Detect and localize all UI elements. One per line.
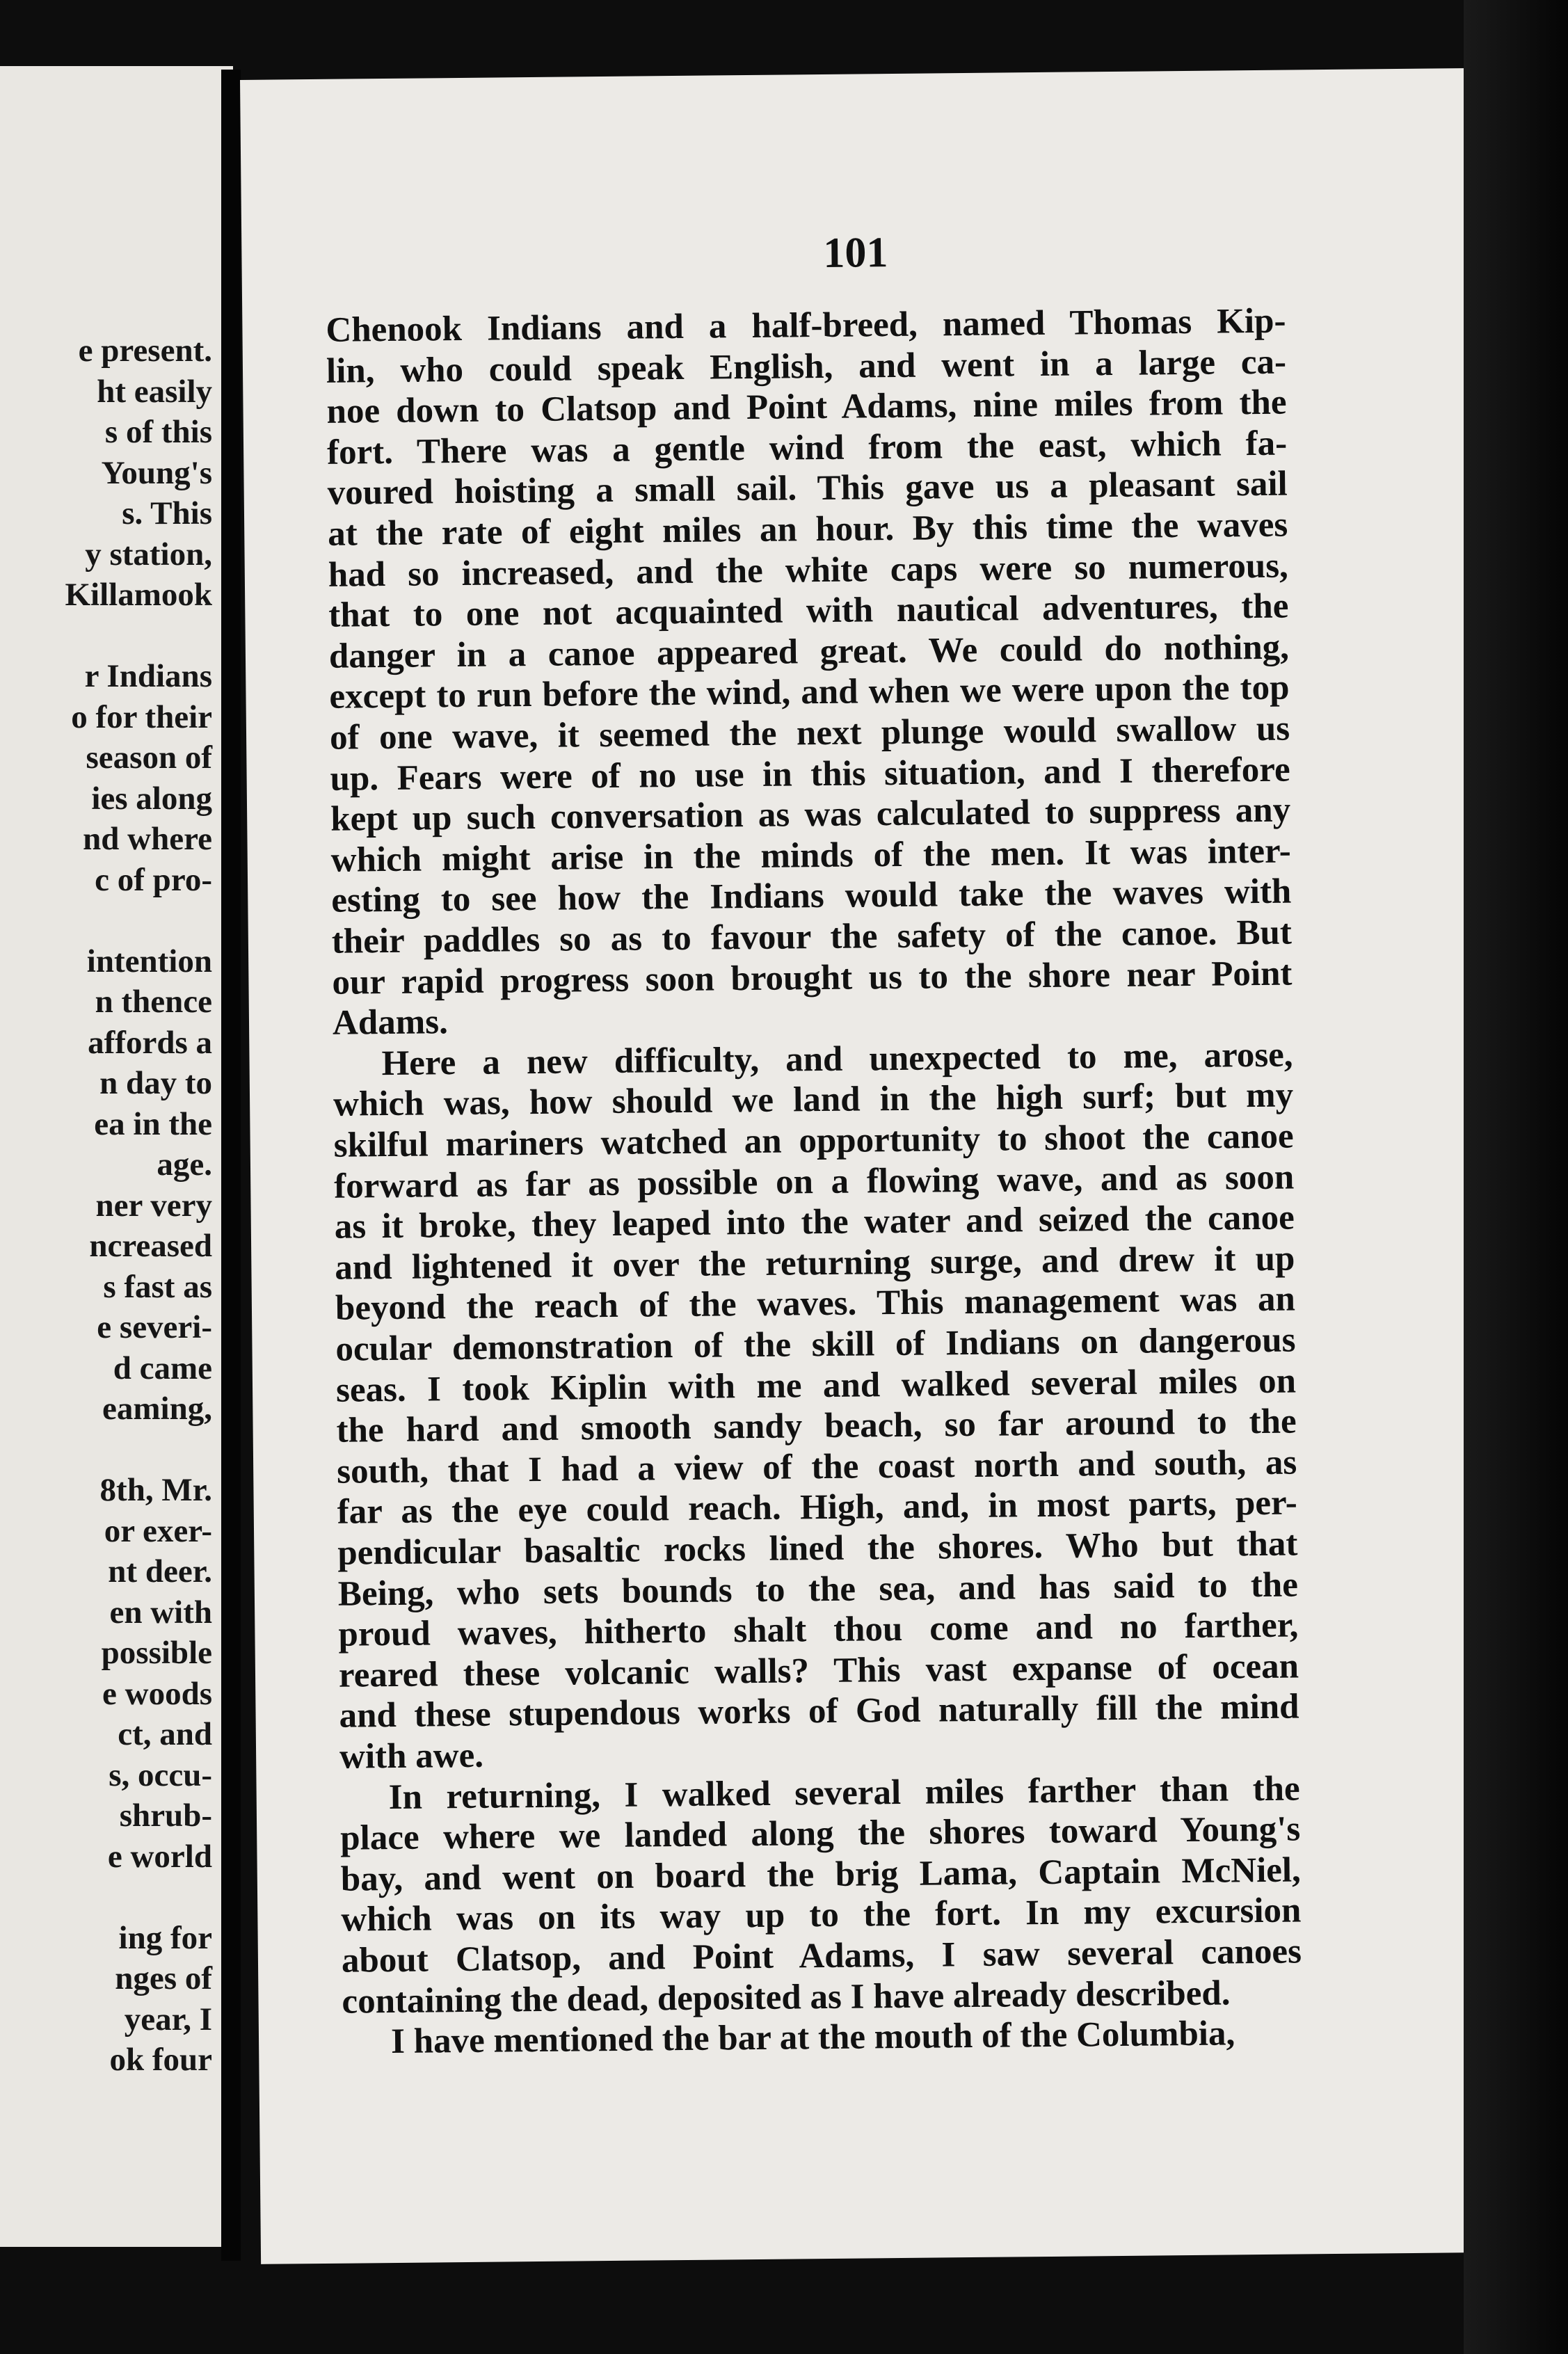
text-line: which was, how should we land in the high surf; but my (333, 1075, 1294, 1125)
facing-page-line: c of pro- (95, 861, 212, 898)
facing-page-line: 8th, Mr. (99, 1472, 212, 1508)
book-gutter (221, 70, 241, 2261)
text-line: at the rate of eight miles an hour. By this time the waves (328, 505, 1288, 554)
text-line: which might arise in the minds of the men. It was inter- (330, 831, 1291, 880)
facing-page-line: Young's (101, 454, 212, 491)
facing-page-line: y station, (85, 536, 212, 573)
facing-page-line: ct, and (118, 1716, 212, 1752)
text-line: I have mentioned the bar at the mouth of the Columbia, (390, 2014, 1235, 2062)
facing-page-line: affords a (88, 1024, 212, 1061)
facing-page-line: season of (86, 739, 212, 776)
text-line: forward as far as possible on a flowing wave, and as soon (334, 1158, 1295, 1206)
text-line: which was on its way up to the fort. In my excursion (341, 1891, 1302, 1940)
facing-page-line: e world (107, 1838, 212, 1875)
facing-page-left (0, 66, 233, 2247)
text-line: bay, and went on board the brig Lama, Captain McNiel, (340, 1850, 1302, 1899)
text-line: the hard and smooth sandy beach, so far around to the (336, 1402, 1297, 1450)
text-line: proud waves, hitherto shalt thou come and no farther, (338, 1606, 1299, 1654)
facing-page-line: ok four (109, 2042, 212, 2078)
text-line: fort. There was a gentle wind from the east, which fa- (326, 424, 1288, 472)
text-line: danger in a canoe appeared great. We could do nothing, (328, 627, 1290, 676)
facing-page-line: s. This (122, 495, 212, 531)
text-line: ocular demonstration of the skill of Indians on dangerous (335, 1320, 1296, 1369)
text-line: noe down to Clatsop and Point Adams, nine miles from the (326, 383, 1287, 432)
facing-page-line: ies along (91, 780, 212, 817)
text-line: seas. I took Kiplin with me and walked several miles on (335, 1361, 1297, 1410)
facing-page-line: age. (157, 1146, 212, 1183)
text-line: up. Fears were of no use in this situation, and I therefore (330, 750, 1290, 799)
facing-page-line: d came (113, 1350, 212, 1386)
text-line: far as the eye could reach. High, and, in most parts, per- (337, 1483, 1297, 1532)
text-line: south, that I had a view of the coast north and south, as (336, 1443, 1297, 1491)
text-line: esting to see how the Indians would take the waves with (331, 872, 1292, 921)
text-line: lin, who could speak English, and went in a large ca- (326, 342, 1287, 391)
facing-page-line: ing for (118, 1919, 212, 1956)
facing-page-line: o for their (71, 698, 212, 735)
facing-page-line: e present. (78, 333, 212, 369)
text-line: Here a new difficulty, and unexpected to me, arose, (381, 1035, 1293, 1083)
facing-page-line: r Indians (84, 658, 212, 694)
text-line: pendicular basaltic rocks lined the shores. Who but that (337, 1524, 1298, 1573)
facing-page-line: ea in the (94, 1105, 212, 1142)
text-line: Being, who sets bounds to the sea, and has said to the (337, 1565, 1299, 1614)
text-line: except to run before the wind, and when we were upon the top (329, 668, 1290, 717)
text-line: containing the dead, deposited as I have already described. (342, 1973, 1231, 2021)
facing-page-line: shrub- (119, 1797, 212, 1834)
text-line: skilful mariners watched an opportunity to shoot the canoe (333, 1116, 1294, 1165)
text-line: kept up such conversation as was calculated to suppress any (330, 790, 1291, 839)
facing-page-line: s of this (104, 414, 212, 450)
book-page-right (240, 68, 1489, 2264)
facing-page-line: en with (109, 1594, 212, 1631)
text-line: In returning, I walked several miles farther than the (388, 1769, 1300, 1817)
text-line: place where we landed along the shores toward Young's (340, 1809, 1301, 1858)
text-line: of one wave, it seemed the next plunge would swallow us (329, 709, 1290, 758)
page-edge-shadow (1464, 0, 1568, 2354)
text-line: had so increased, and the white caps were so numerous, (328, 546, 1289, 595)
facing-page-line: s fast as (103, 1268, 212, 1305)
text-line: that to one not acquainted with nautical adventures, the (328, 586, 1289, 635)
facing-page-line: ner very (95, 1187, 212, 1224)
facing-page-line: nges of (115, 1960, 212, 1996)
facing-page-line: possible (101, 1635, 212, 1671)
text-line: our rapid progress soon brought us to the shore near Point (332, 954, 1293, 1002)
facing-page-line: or exer- (104, 1512, 212, 1549)
text-line: as it broke, they leaped into the water and seized the canoe (334, 1198, 1295, 1247)
text-line: and these stupendous works of God naturally fill the mind (339, 1687, 1299, 1736)
facing-page-line: n day to (99, 1065, 212, 1101)
text-line: voured hoisting a small sail. This gave us a pleasant sail (327, 464, 1288, 513)
text-line: their paddles so as to favour the safety of the canoe. But (331, 913, 1293, 961)
text-line: and lightened it over the returning surge, and drew it up (335, 1239, 1295, 1288)
facing-page-line: ht easily (97, 373, 212, 410)
facing-page-line: intention (86, 943, 212, 979)
facing-page-line: nd where (83, 821, 212, 857)
facing-page-line: ncreased (89, 1228, 212, 1264)
text-line: reared these volcanic walls? This vast expanse of ocean (338, 1647, 1299, 1695)
text-line: Adams. (332, 1002, 449, 1043)
text-line: about Clatsop, and Point Adams, I saw several canoes (341, 1932, 1302, 1980)
facing-page-line: e woods (102, 1675, 212, 1712)
facing-page-line: Killamook (65, 577, 212, 613)
text-line: beyond the reach of the waves. This management was an (335, 1279, 1296, 1329)
text-line: with awe. (339, 1736, 484, 1777)
facing-page-line: s, occu- (109, 1756, 212, 1793)
text-line: Chenook Indians and a half-breed, named Thomas Kip- (326, 301, 1286, 350)
facing-page-line: eaming, (102, 1391, 212, 1427)
page-number: 101 (823, 229, 888, 277)
facing-page-line: nt deer. (108, 1553, 212, 1590)
facing-page-line: e severi- (97, 1309, 212, 1345)
facing-page-line: year, I (124, 2001, 212, 2037)
facing-page-line: n thence (95, 984, 212, 1020)
